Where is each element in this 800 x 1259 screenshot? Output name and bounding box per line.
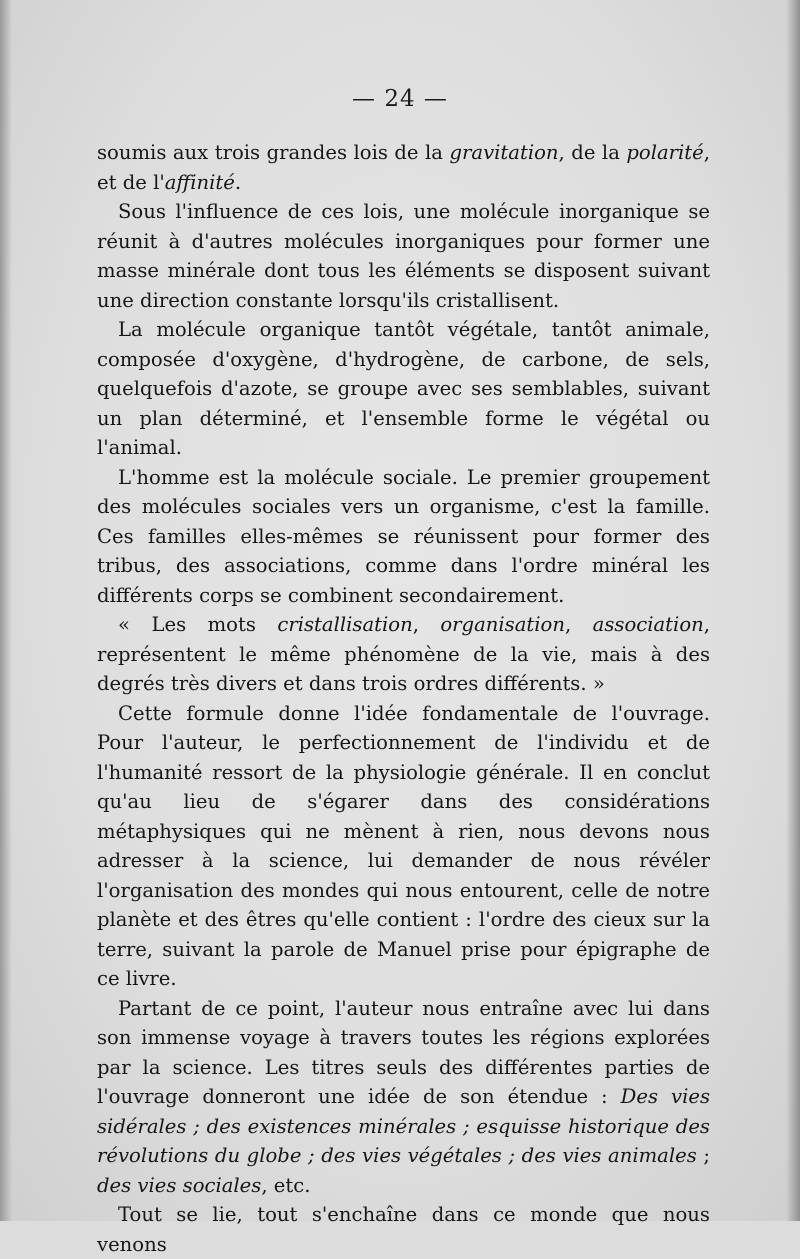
paragraph-1-text-3: , et de l' <box>97 141 711 194</box>
paragraph-6: Cette formule donne l'idée fondamentale de l'ouvrage. Pour l'auteur, le perfectionnement de l'individu et de l'humanité ressort de la physiologie générale. Il en conclut qu'au lieu de s'égarer dans des considérations métaphysiques qui ne mènent à rien, nous devons nous adresser à la science, lui demander de nous révéler l'organisation des mondes qui nous entourent, celle de notre planète et des êtres qu'elle contient : l'ordre des cieux sur la terre, suivant la parole de Manuel prise pour épigraphe de ce livre. <box>97 701 710 990</box>
paragraph-1-text-4: . <box>234 170 242 194</box>
paragraph-1-italic-polarite: polarité <box>626 141 704 164</box>
paragraph-7-text-1: Partant de ce point, l'auteur nous entraîne avec lui dans son immense voyage à travers toutes les régions explorées par la science. Les titres seuls des différentes parties de l'ouvrage donneront une idée de son étendue : <box>97 996 710 1108</box>
paragraph-5-text-2: , <box>412 613 441 636</box>
paragraph-3: La molécule organique tantôt végétale, tantôt animale, composée d'oxygène, d'hydrogène, de carbone, de sels, quelquefois d'azote, se groupe avec ses semblables, suivant un plan déterminé, et l'ensemble forme le végétal ou l'animal. <box>97 318 710 459</box>
body-text <box>97 138 710 1259</box>
paragraph-1-italic-affinite: affinité <box>164 170 235 194</box>
paragraph-7-italic-vies-sociales: des vies sociales <box>97 1173 262 1197</box>
paragraph-1-italic-gravitation: gravitation <box>449 141 559 164</box>
paragraph-5-italic-association: association <box>592 613 704 636</box>
paragraph-5-text-4: , représentent le même phénomène de la vie, mais à des degrés très divers et dans trois ordres différents. » <box>97 613 710 695</box>
paragraph-1-text-1: soumis aux trois grandes lois de la <box>97 141 450 164</box>
paragraph-8: Tout se lie, tout s'enchaîne dans ce monde que nous venons <box>97 1203 710 1256</box>
paragraph-7-text-3: , etc. <box>261 1173 311 1197</box>
paragraph-5-text-3: , <box>564 613 593 636</box>
paragraph-4: L'homme est la molécule sociale. Le premier groupement des molécules sociales vers un organisme, c'est la famille. Ces familles elles-mêmes se réunissent pour former des tribus, des associations, comme dans l'ordre minéral les différents corps se combinent secondairement. <box>97 465 710 607</box>
paragraph-1-text-2: , de la <box>558 141 627 164</box>
paragraph-5-italic-cristallisation: cristallisation <box>277 613 413 636</box>
paragraph-7-text-2: ; <box>696 1144 710 1167</box>
paragraph-7 <box>97 994 710 1201</box>
paragraph-5-quotation <box>97 610 710 699</box>
paragraph-1 <box>97 138 710 197</box>
paragraph-5-text-1: « Les mots <box>118 613 278 636</box>
paragraph-2: Sous l'influence de ces lois, une molécule inorganique se réunit à d'autres molécules inorganiques pour former une masse minérale dont tous les éléments se disposent suivant une direction constante lorsqu'ils cristallisent. <box>97 200 710 312</box>
page-number: — 24 — <box>352 86 448 112</box>
paragraph-5-italic-organisation: organisation <box>440 613 565 636</box>
paragraph-7-italic-titles: Des vies sidérales ; des existences minérales ; esquisse historique des révolutions du globe ; des vies végétales ; des vies animales <box>97 1085 711 1167</box>
